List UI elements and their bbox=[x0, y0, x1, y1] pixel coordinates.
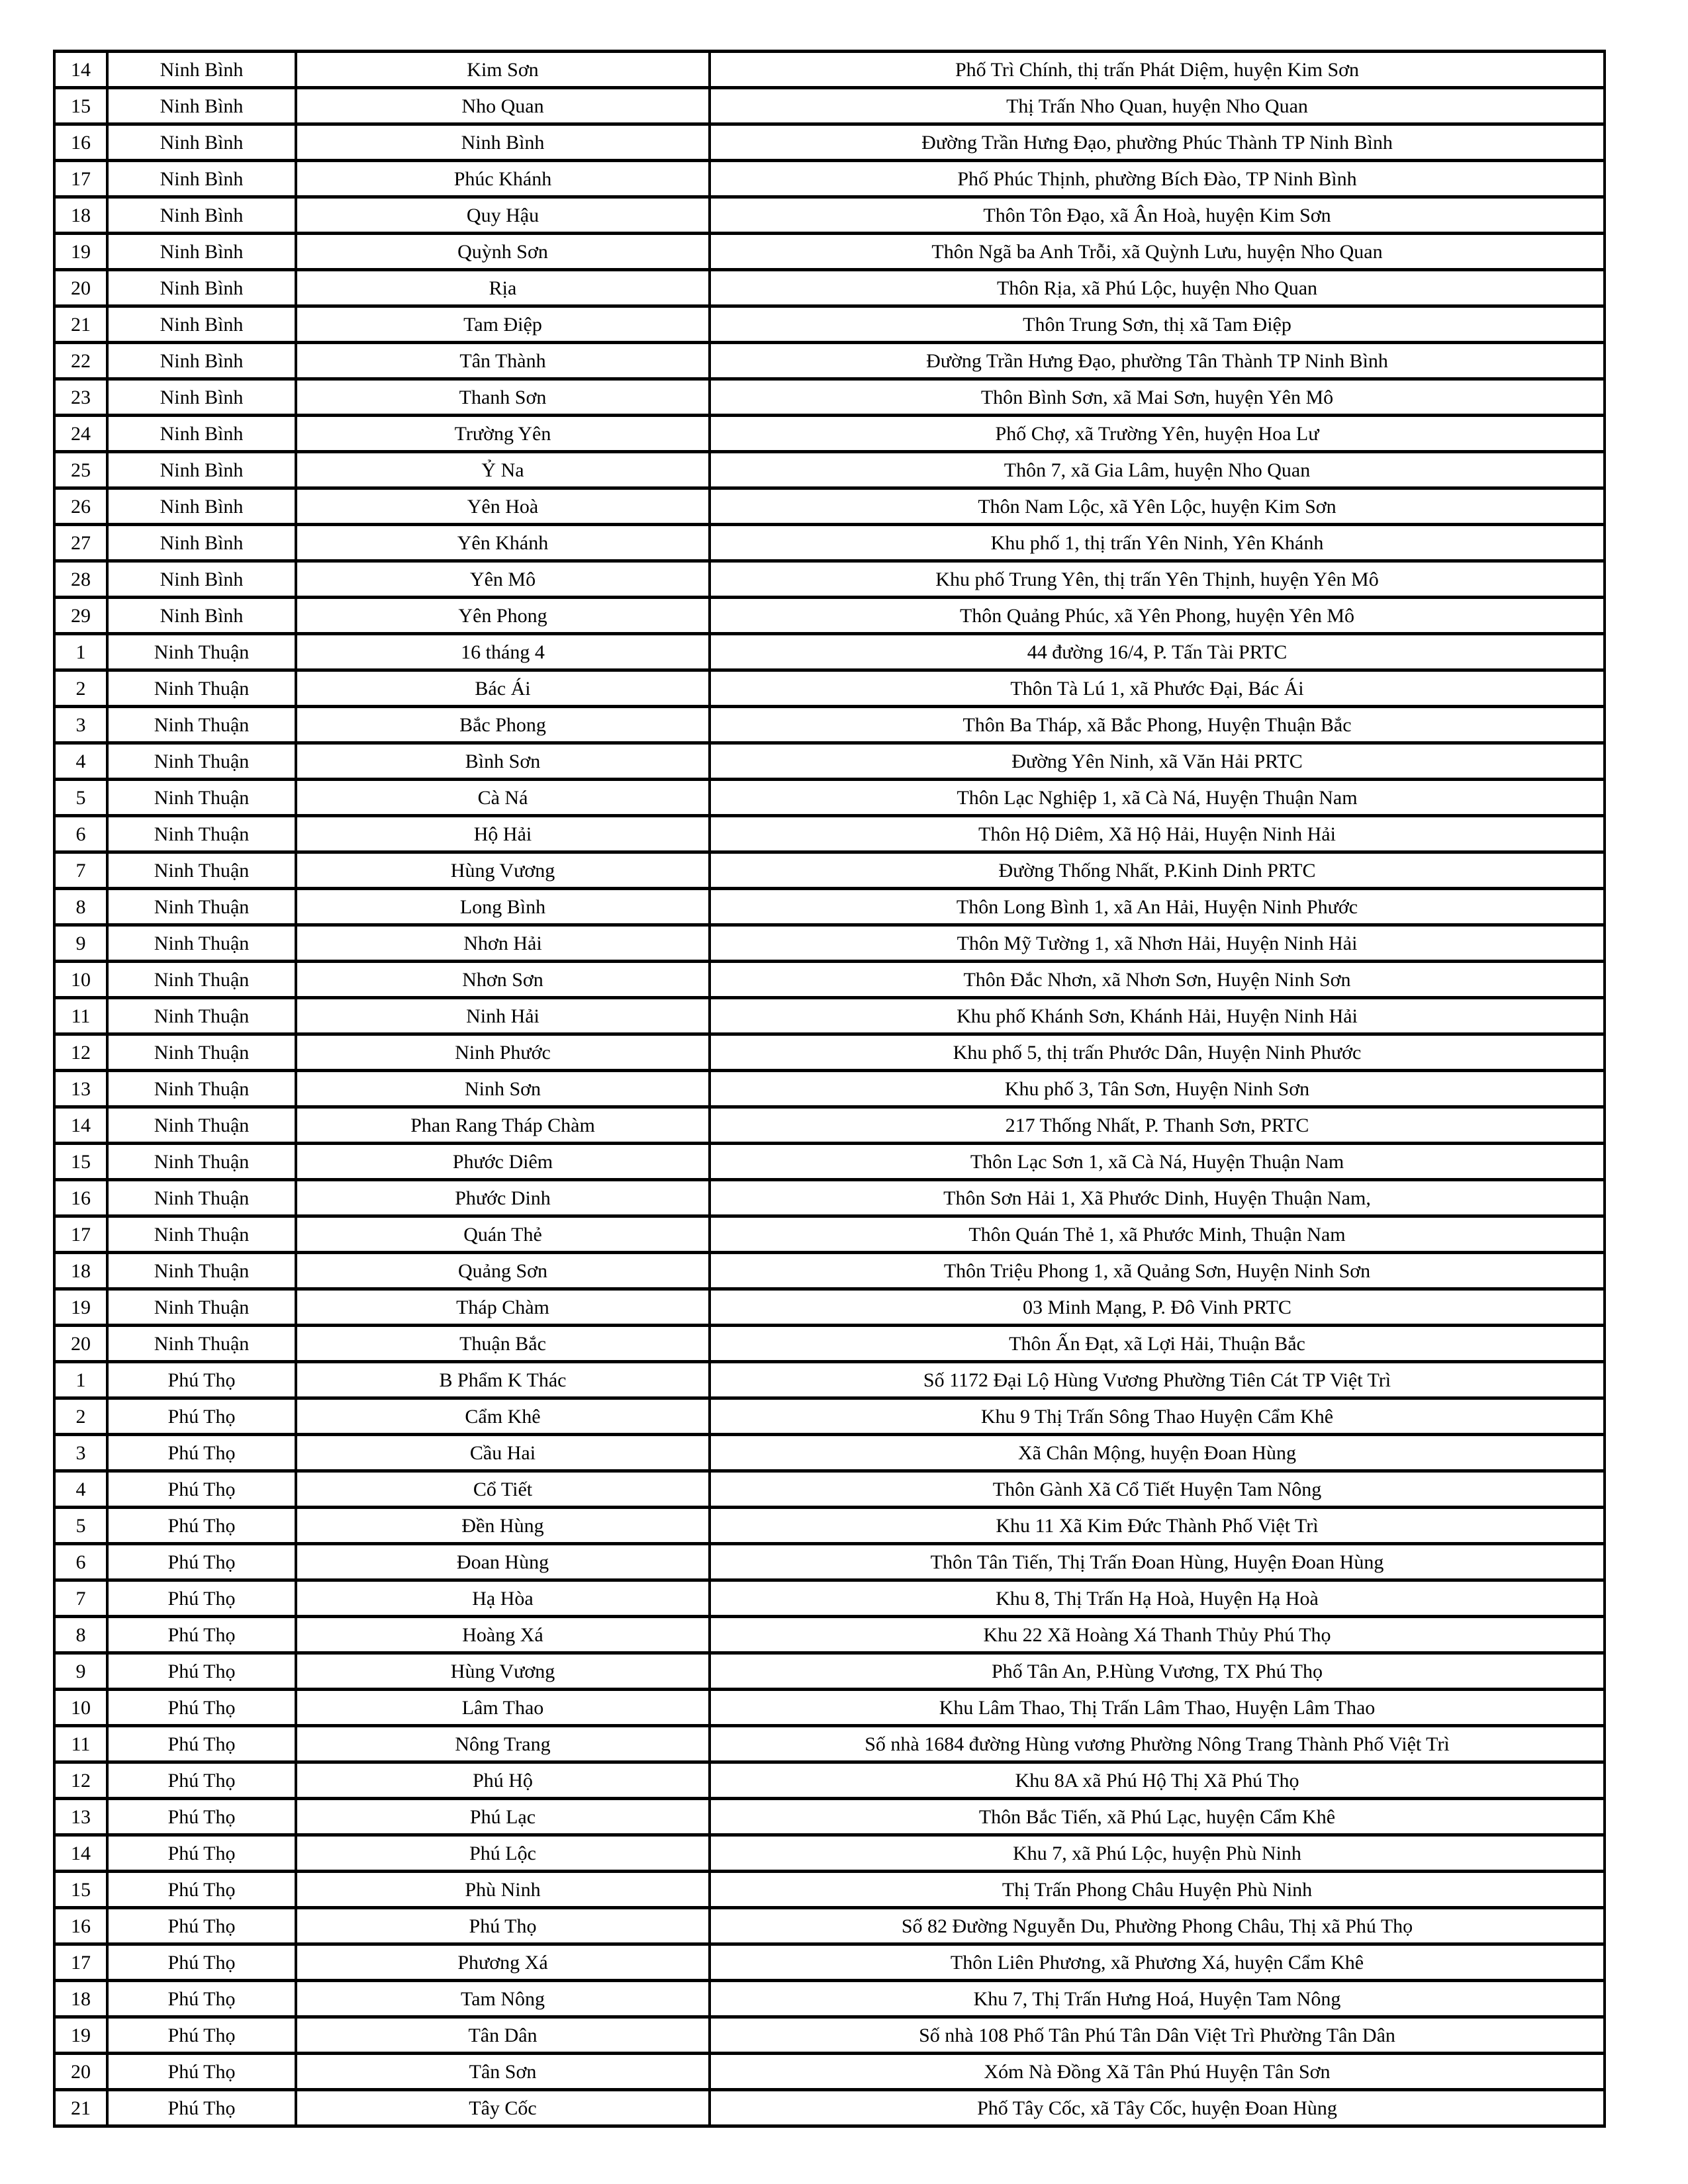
office-name-cell: Hùng Vương bbox=[296, 1653, 710, 1690]
office-name-cell: Đền Hùng bbox=[296, 1508, 710, 1544]
row-number-cell: 7 bbox=[54, 1580, 107, 1617]
office-name-cell: Yên Phong bbox=[296, 598, 710, 634]
address-cell: Thôn Lạc Nghiệp 1, xã Cà Ná, Huyện Thuận Nam bbox=[710, 780, 1605, 816]
address-cell: Khu phố 1, thị trấn Yên Ninh, Yên Khánh bbox=[710, 525, 1605, 561]
office-name-cell: Phù Ninh bbox=[296, 1872, 710, 1908]
table-row bbox=[54, 998, 1605, 1034]
office-name-cell: Long Bình bbox=[296, 889, 710, 925]
office-name-cell: Phước Dinh bbox=[296, 1180, 710, 1216]
table-row bbox=[54, 270, 1605, 306]
address-cell: Khu 22 Xã Hoàng Xá Thanh Thủy Phú Thọ bbox=[710, 1617, 1605, 1653]
office-name-cell: Phương Xá bbox=[296, 1944, 710, 1981]
office-name-cell: Nhơn Hải bbox=[296, 925, 710, 962]
row-number-cell: 21 bbox=[54, 306, 107, 343]
office-name-cell: Quán Thẻ bbox=[296, 1216, 710, 1253]
table-row bbox=[54, 1835, 1605, 1872]
office-name-cell: Cà Ná bbox=[296, 780, 710, 816]
table-row bbox=[54, 525, 1605, 561]
province-cell: Phú Thọ bbox=[107, 1981, 296, 2017]
table-row bbox=[54, 1580, 1605, 1617]
address-cell: Thôn Gành Xã Cổ Tiết Huyện Tam Nông bbox=[710, 1471, 1605, 1508]
table-row bbox=[54, 1981, 1605, 2017]
row-number-cell: 27 bbox=[54, 525, 107, 561]
table-row bbox=[54, 1726, 1605, 1762]
province-cell: Phú Thọ bbox=[107, 2017, 296, 2054]
row-number-cell: 2 bbox=[54, 670, 107, 707]
address-cell: Phố Trì Chính, thị trấn Phát Diệm, huyện Kim Sơn bbox=[710, 52, 1605, 88]
address-cell: Đường Trần Hưng Đạo, phường Phúc Thành TP Ninh Bình bbox=[710, 124, 1605, 161]
address-cell: Thôn Mỹ Tường 1, xã Nhơn Hải, Huyện Ninh Hải bbox=[710, 925, 1605, 962]
row-number-cell: 16 bbox=[54, 124, 107, 161]
address-cell: Khu 9 Thị Trấn Sông Thao Huyện Cẩm Khê bbox=[710, 1398, 1605, 1435]
row-number-cell: 17 bbox=[54, 1944, 107, 1981]
row-number-cell: 18 bbox=[54, 1981, 107, 2017]
province-cell: Phú Thọ bbox=[107, 1944, 296, 1981]
table-row bbox=[54, 1362, 1605, 1398]
row-number-cell: 14 bbox=[54, 1835, 107, 1872]
row-number-cell: 1 bbox=[54, 634, 107, 670]
address-cell: Số 82 Đường Nguyễn Du, Phường Phong Châu, Thị xã Phú Thọ bbox=[710, 1908, 1605, 1944]
address-cell: Thị Trấn Phong Châu Huyện Phù Ninh bbox=[710, 1872, 1605, 1908]
table-row bbox=[54, 52, 1605, 88]
address-cell: Thôn 7, xã Gia Lâm, huyện Nho Quan bbox=[710, 452, 1605, 488]
province-cell: Phú Thọ bbox=[107, 1617, 296, 1653]
province-cell: Ninh Thuận bbox=[107, 1071, 296, 1107]
row-number-cell: 21 bbox=[54, 2090, 107, 2126]
office-name-cell: Nho Quan bbox=[296, 88, 710, 124]
office-name-cell: Tân Sơn bbox=[296, 2054, 710, 2090]
office-name-cell: Hùng Vương bbox=[296, 852, 710, 889]
office-name-cell: Phước Diêm bbox=[296, 1144, 710, 1180]
province-cell: Ninh Bình bbox=[107, 234, 296, 270]
province-cell: Ninh Thuận bbox=[107, 707, 296, 743]
row-number-cell: 24 bbox=[54, 416, 107, 452]
address-cell: Phố Tân An, P.Hùng Vương, TX Phú Thọ bbox=[710, 1653, 1605, 1690]
province-cell: Ninh Bình bbox=[107, 598, 296, 634]
row-number-cell: 10 bbox=[54, 962, 107, 998]
table-row bbox=[54, 1762, 1605, 1799]
province-cell: Ninh Bình bbox=[107, 525, 296, 561]
table-row bbox=[54, 1107, 1605, 1144]
table-row bbox=[54, 816, 1605, 852]
row-number-cell: 6 bbox=[54, 1544, 107, 1580]
table-row bbox=[54, 1617, 1605, 1653]
table-row bbox=[54, 1944, 1605, 1981]
province-cell: Ninh Bình bbox=[107, 561, 296, 598]
row-number-cell: 18 bbox=[54, 1253, 107, 1289]
office-name-cell: B Phẩm K Thác bbox=[296, 1362, 710, 1398]
row-number-cell: 19 bbox=[54, 2017, 107, 2054]
office-name-cell: Hạ Hòa bbox=[296, 1580, 710, 1617]
province-cell: Ninh Bình bbox=[107, 88, 296, 124]
office-name-cell: Cẩm Khê bbox=[296, 1398, 710, 1435]
row-number-cell: 13 bbox=[54, 1799, 107, 1835]
office-name-cell: Trường Yên bbox=[296, 416, 710, 452]
row-number-cell: 19 bbox=[54, 1289, 107, 1326]
province-cell: Ninh Bình bbox=[107, 161, 296, 197]
office-name-cell: Hộ Hải bbox=[296, 816, 710, 852]
table-row bbox=[54, 2017, 1605, 2054]
office-name-cell: Đoan Hùng bbox=[296, 1544, 710, 1580]
table-row bbox=[54, 1034, 1605, 1071]
province-cell: Phú Thọ bbox=[107, 1872, 296, 1908]
office-name-cell: Bắc Phong bbox=[296, 707, 710, 743]
address-cell: Khu 8A xã Phú Hộ Thị Xã Phú Thọ bbox=[710, 1762, 1605, 1799]
row-number-cell: 8 bbox=[54, 1617, 107, 1653]
province-cell: Ninh Thuận bbox=[107, 1216, 296, 1253]
address-cell: Thôn Nam Lộc, xã Yên Lộc, huyện Kim Sơn bbox=[710, 488, 1605, 525]
province-cell: Ninh Thuận bbox=[107, 962, 296, 998]
office-name-cell: Nông Trang bbox=[296, 1726, 710, 1762]
office-name-cell: Ninh Sơn bbox=[296, 1071, 710, 1107]
table-row bbox=[54, 1144, 1605, 1180]
address-cell: Thôn Ấn Đạt, xã Lợi Hải, Thuận Bắc bbox=[710, 1326, 1605, 1362]
table-row bbox=[54, 1799, 1605, 1835]
address-cell: Thôn Tân Tiến, Thị Trấn Đoan Hùng, Huyện Đoan Hùng bbox=[710, 1544, 1605, 1580]
table-row bbox=[54, 197, 1605, 234]
table-row bbox=[54, 780, 1605, 816]
address-cell: Khu 7, xã Phú Lộc, huyện Phù Ninh bbox=[710, 1835, 1605, 1872]
office-name-cell: Bác Ái bbox=[296, 670, 710, 707]
province-cell: Phú Thọ bbox=[107, 1835, 296, 1872]
office-name-cell: Hoàng Xá bbox=[296, 1617, 710, 1653]
table-row bbox=[54, 416, 1605, 452]
province-cell: Phú Thọ bbox=[107, 1435, 296, 1471]
row-number-cell: 22 bbox=[54, 343, 107, 379]
row-number-cell: 13 bbox=[54, 1071, 107, 1107]
province-cell: Ninh Thuận bbox=[107, 998, 296, 1034]
row-number-cell: 14 bbox=[54, 1107, 107, 1144]
row-number-cell: 4 bbox=[54, 743, 107, 780]
row-number-cell: 20 bbox=[54, 2054, 107, 2090]
table-row bbox=[54, 88, 1605, 124]
table-row bbox=[54, 343, 1605, 379]
row-number-cell: 6 bbox=[54, 816, 107, 852]
province-cell: Ninh Thuận bbox=[107, 1253, 296, 1289]
province-cell: Phú Thọ bbox=[107, 1726, 296, 1762]
province-cell: Phú Thọ bbox=[107, 1362, 296, 1398]
table-row bbox=[54, 306, 1605, 343]
row-number-cell: 11 bbox=[54, 998, 107, 1034]
row-number-cell: 28 bbox=[54, 561, 107, 598]
row-number-cell: 23 bbox=[54, 379, 107, 416]
address-cell: 44 đường 16/4, P. Tấn Tài PRTC bbox=[710, 634, 1605, 670]
table-row bbox=[54, 1544, 1605, 1580]
province-cell: Ninh Bình bbox=[107, 52, 296, 88]
row-number-cell: 5 bbox=[54, 1508, 107, 1544]
province-cell: Phú Thọ bbox=[107, 1544, 296, 1580]
row-number-cell: 9 bbox=[54, 925, 107, 962]
office-name-cell: Ninh Phước bbox=[296, 1034, 710, 1071]
address-cell: Thôn Quán Thẻ 1, xã Phước Minh, Thuận Nam bbox=[710, 1216, 1605, 1253]
address-cell: Đường Thống Nhất, P.Kinh Dinh PRTC bbox=[710, 852, 1605, 889]
row-number-cell: 2 bbox=[54, 1398, 107, 1435]
address-cell: Đường Trần Hưng Đạo, phường Tân Thành TP Ninh Bình bbox=[710, 343, 1605, 379]
province-cell: Ninh Bình bbox=[107, 379, 296, 416]
province-cell: Phú Thọ bbox=[107, 1799, 296, 1835]
row-number-cell: 8 bbox=[54, 889, 107, 925]
office-name-cell: Cầu Hai bbox=[296, 1435, 710, 1471]
province-cell: Phú Thọ bbox=[107, 1762, 296, 1799]
province-cell: Ninh Thuận bbox=[107, 1034, 296, 1071]
row-number-cell: 1 bbox=[54, 1362, 107, 1398]
office-name-cell: Bình Sơn bbox=[296, 743, 710, 780]
address-cell: Thôn Liên Phương, xã Phương Xá, huyện Cẩm Khê bbox=[710, 1944, 1605, 1981]
table-row bbox=[54, 2090, 1605, 2126]
row-number-cell: 16 bbox=[54, 1908, 107, 1944]
row-number-cell: 3 bbox=[54, 707, 107, 743]
row-number-cell: 11 bbox=[54, 1726, 107, 1762]
province-cell: Ninh Thuận bbox=[107, 634, 296, 670]
address-cell: Thôn Ba Tháp, xã Bắc Phong, Huyện Thuận Bắc bbox=[710, 707, 1605, 743]
row-number-cell: 26 bbox=[54, 488, 107, 525]
table-row bbox=[54, 598, 1605, 634]
table-row bbox=[54, 925, 1605, 962]
office-name-cell: Kim Sơn bbox=[296, 52, 710, 88]
address-cell: Khu phố Trung Yên, thị trấn Yên Thịnh, huyện Yên Mô bbox=[710, 561, 1605, 598]
row-number-cell: 15 bbox=[54, 1872, 107, 1908]
address-cell: Khu 8, Thị Trấn Hạ Hoà, Huyện Hạ Hoà bbox=[710, 1580, 1605, 1617]
province-cell: Phú Thọ bbox=[107, 1653, 296, 1690]
office-name-cell: Yên Hoà bbox=[296, 488, 710, 525]
address-cell: Thôn Trung Sơn, thị xã Tam Điệp bbox=[710, 306, 1605, 343]
province-cell: Phú Thọ bbox=[107, 2090, 296, 2126]
table-row bbox=[54, 124, 1605, 161]
province-cell: Ninh Thuận bbox=[107, 925, 296, 962]
office-name-cell: Tân Dân bbox=[296, 2017, 710, 2054]
office-name-cell: Phú Lộc bbox=[296, 1835, 710, 1872]
province-cell: Phú Thọ bbox=[107, 1690, 296, 1726]
table-row bbox=[54, 1398, 1605, 1435]
table-row bbox=[54, 1326, 1605, 1362]
table-body bbox=[54, 52, 1605, 2126]
address-cell: Thôn Long Bình 1, xã An Hải, Huyện Ninh Phước bbox=[710, 889, 1605, 925]
table-row bbox=[54, 1216, 1605, 1253]
province-cell: Phú Thọ bbox=[107, 1580, 296, 1617]
province-cell: Ninh Thuận bbox=[107, 1326, 296, 1362]
office-name-cell: Tháp Chàm bbox=[296, 1289, 710, 1326]
table-row bbox=[54, 1253, 1605, 1289]
row-number-cell: 15 bbox=[54, 1144, 107, 1180]
row-number-cell: 17 bbox=[54, 161, 107, 197]
province-cell: Ninh Thuận bbox=[107, 780, 296, 816]
province-cell: Phú Thọ bbox=[107, 2054, 296, 2090]
address-cell: Xã Chân Mộng, huyện Đoan Hùng bbox=[710, 1435, 1605, 1471]
office-name-cell: Tam Nông bbox=[296, 1981, 710, 2017]
table-row bbox=[54, 379, 1605, 416]
office-name-cell: Tây Cốc bbox=[296, 2090, 710, 2126]
province-cell: Ninh Thuận bbox=[107, 743, 296, 780]
province-cell: Ninh Bình bbox=[107, 343, 296, 379]
row-number-cell: 5 bbox=[54, 780, 107, 816]
table-row bbox=[54, 1908, 1605, 1944]
province-cell: Ninh Thuận bbox=[107, 816, 296, 852]
office-name-cell: Ỷ Na bbox=[296, 452, 710, 488]
address-cell: Thị Trấn Nho Quan, huyện Nho Quan bbox=[710, 88, 1605, 124]
office-name-cell: Thanh Sơn bbox=[296, 379, 710, 416]
address-cell: Phố Phúc Thịnh, phường Bích Đào, TP Ninh Bình bbox=[710, 161, 1605, 197]
address-cell: 217 Thống Nhất, P. Thanh Sơn, PRTC bbox=[710, 1107, 1605, 1144]
address-cell: Thôn Tôn Đạo, xã Ân Hoà, huyện Kim Sơn bbox=[710, 197, 1605, 234]
table-row bbox=[54, 743, 1605, 780]
row-number-cell: 9 bbox=[54, 1653, 107, 1690]
province-cell: Ninh Bình bbox=[107, 416, 296, 452]
province-cell: Ninh Thuận bbox=[107, 852, 296, 889]
row-number-cell: 25 bbox=[54, 452, 107, 488]
province-cell: Ninh Bình bbox=[107, 270, 296, 306]
address-cell: Xóm Nà Đồng Xã Tân Phú Huyện Tân Sơn bbox=[710, 2054, 1605, 2090]
row-number-cell: 12 bbox=[54, 1034, 107, 1071]
province-cell: Phú Thọ bbox=[107, 1908, 296, 1944]
address-cell: Thôn Tà Lú 1, xã Phước Đại, Bác Ái bbox=[710, 670, 1605, 707]
address-cell: Khu phố 5, thị trấn Phước Dân, Huyện Ninh Phước bbox=[710, 1034, 1605, 1071]
office-name-cell: Quy Hậu bbox=[296, 197, 710, 234]
row-number-cell: 12 bbox=[54, 1762, 107, 1799]
office-name-cell: Phú Lạc bbox=[296, 1799, 710, 1835]
table-row bbox=[54, 1653, 1605, 1690]
table-row bbox=[54, 1508, 1605, 1544]
address-cell: Khu phố 3, Tân Sơn, Huyện Ninh Sơn bbox=[710, 1071, 1605, 1107]
address-cell: Thôn Ngã ba Anh Trỗi, xã Quỳnh Lưu, huyện Nho Quan bbox=[710, 234, 1605, 270]
address-cell: Khu phố Khánh Sơn, Khánh Hải, Huyện Ninh Hải bbox=[710, 998, 1605, 1034]
address-cell: Khu 11 Xã Kim Đức Thành Phố Việt Trì bbox=[710, 1508, 1605, 1544]
province-cell: Ninh Bình bbox=[107, 306, 296, 343]
office-name-cell: Ninh Bình bbox=[296, 124, 710, 161]
row-number-cell: 20 bbox=[54, 270, 107, 306]
office-name-cell: Yên Khánh bbox=[296, 525, 710, 561]
table-row bbox=[54, 1471, 1605, 1508]
office-name-cell: Phú Thọ bbox=[296, 1908, 710, 1944]
address-cell: Thôn Sơn Hải 1, Xã Phước Dinh, Huyện Thuận Nam, bbox=[710, 1180, 1605, 1216]
table-row bbox=[54, 1690, 1605, 1726]
row-number-cell: 19 bbox=[54, 234, 107, 270]
office-name-cell: Phan Rang Tháp Chàm bbox=[296, 1107, 710, 1144]
address-cell: Phố Chợ, xã Trường Yên, huyện Hoa Lư bbox=[710, 416, 1605, 452]
address-cell: Số nhà 108 Phố Tân Phú Tân Dân Việt Trì Phường Tân Dân bbox=[710, 2017, 1605, 2054]
office-name-cell: Tam Điệp bbox=[296, 306, 710, 343]
province-cell: Ninh Thuận bbox=[107, 670, 296, 707]
table-row bbox=[54, 452, 1605, 488]
row-number-cell: 4 bbox=[54, 1471, 107, 1508]
table-row bbox=[54, 234, 1605, 270]
province-cell: Ninh Bình bbox=[107, 488, 296, 525]
address-cell: Thôn Rịa, xã Phú Lộc, huyện Nho Quan bbox=[710, 270, 1605, 306]
office-name-cell: Phúc Khánh bbox=[296, 161, 710, 197]
table-row bbox=[54, 161, 1605, 197]
address-cell: Đường Yên Ninh, xã Văn Hải PRTC bbox=[710, 743, 1605, 780]
table-row bbox=[54, 707, 1605, 743]
row-number-cell: 15 bbox=[54, 88, 107, 124]
address-cell: Thôn Bình Sơn, xã Mai Sơn, huyện Yên Mô bbox=[710, 379, 1605, 416]
table-row bbox=[54, 2054, 1605, 2090]
row-number-cell: 3 bbox=[54, 1435, 107, 1471]
address-cell: Thôn Bắc Tiến, xã Phú Lạc, huyện Cẩm Khê bbox=[710, 1799, 1605, 1835]
office-name-cell: Nhơn Sơn bbox=[296, 962, 710, 998]
province-cell: Ninh Bình bbox=[107, 124, 296, 161]
post-office-table bbox=[53, 50, 1606, 2128]
address-cell: Số nhà 1684 đường Hùng vương Phường Nông Trang Thành Phố Việt Trì bbox=[710, 1726, 1605, 1762]
table-row bbox=[54, 962, 1605, 998]
table-row bbox=[54, 1872, 1605, 1908]
province-cell: Ninh Bình bbox=[107, 197, 296, 234]
table-row bbox=[54, 889, 1605, 925]
address-cell: Khu Lâm Thao, Thị Trấn Lâm Thao, Huyện Lâm Thao bbox=[710, 1690, 1605, 1726]
table-row bbox=[54, 634, 1605, 670]
row-number-cell: 20 bbox=[54, 1326, 107, 1362]
office-name-cell: Quỳnh Sơn bbox=[296, 234, 710, 270]
table-row bbox=[54, 1180, 1605, 1216]
table-row bbox=[54, 488, 1605, 525]
office-name-cell: Phú Hộ bbox=[296, 1762, 710, 1799]
row-number-cell: 7 bbox=[54, 852, 107, 889]
province-cell: Ninh Thuận bbox=[107, 1180, 296, 1216]
office-name-cell: Ninh Hải bbox=[296, 998, 710, 1034]
province-cell: Ninh Bình bbox=[107, 452, 296, 488]
address-cell: Thôn Hộ Diêm, Xã Hộ Hải, Huyện Ninh Hải bbox=[710, 816, 1605, 852]
row-number-cell: 14 bbox=[54, 52, 107, 88]
address-cell: Phố Tây Cốc, xã Tây Cốc, huyện Đoan Hùng bbox=[710, 2090, 1605, 2126]
row-number-cell: 17 bbox=[54, 1216, 107, 1253]
address-cell: Số 1172 Đại Lộ Hùng Vương Phường Tiên Cát TP Việt Trì bbox=[710, 1362, 1605, 1398]
address-cell: Thôn Quảng Phúc, xã Yên Phong, huyện Yên Mô bbox=[710, 598, 1605, 634]
office-name-cell: Rịa bbox=[296, 270, 710, 306]
table-row bbox=[54, 852, 1605, 889]
table-row bbox=[54, 1289, 1605, 1326]
office-name-cell: Lâm Thao bbox=[296, 1690, 710, 1726]
row-number-cell: 10 bbox=[54, 1690, 107, 1726]
province-cell: Phú Thọ bbox=[107, 1398, 296, 1435]
table-row bbox=[54, 670, 1605, 707]
row-number-cell: 18 bbox=[54, 197, 107, 234]
row-number-cell: 16 bbox=[54, 1180, 107, 1216]
table-row bbox=[54, 561, 1605, 598]
province-cell: Ninh Thuận bbox=[107, 889, 296, 925]
address-cell: 03 Minh Mạng, P. Đô Vinh PRTC bbox=[710, 1289, 1605, 1326]
province-cell: Ninh Thuận bbox=[107, 1144, 296, 1180]
office-name-cell: Thuận Bắc bbox=[296, 1326, 710, 1362]
address-cell: Thôn Triệu Phong 1, xã Quảng Sơn, Huyện Ninh Sơn bbox=[710, 1253, 1605, 1289]
table-row bbox=[54, 1071, 1605, 1107]
province-cell: Phú Thọ bbox=[107, 1508, 296, 1544]
province-cell: Ninh Thuận bbox=[107, 1289, 296, 1326]
office-name-cell: Yên Mô bbox=[296, 561, 710, 598]
office-name-cell: Quảng Sơn bbox=[296, 1253, 710, 1289]
address-cell: Khu 7, Thị Trấn Hưng Hoá, Huyện Tam Nông bbox=[710, 1981, 1605, 2017]
office-name-cell: Tân Thành bbox=[296, 343, 710, 379]
province-cell: Ninh Thuận bbox=[107, 1107, 296, 1144]
office-name-cell: 16 tháng 4 bbox=[296, 634, 710, 670]
address-cell: Thôn Lạc Sơn 1, xã Cà Ná, Huyện Thuận Nam bbox=[710, 1144, 1605, 1180]
table-row bbox=[54, 1435, 1605, 1471]
province-cell: Phú Thọ bbox=[107, 1471, 296, 1508]
address-cell: Thôn Đắc Nhơn, xã Nhơn Sơn, Huyện Ninh Sơn bbox=[710, 962, 1605, 998]
row-number-cell: 29 bbox=[54, 598, 107, 634]
office-name-cell: Cổ Tiết bbox=[296, 1471, 710, 1508]
